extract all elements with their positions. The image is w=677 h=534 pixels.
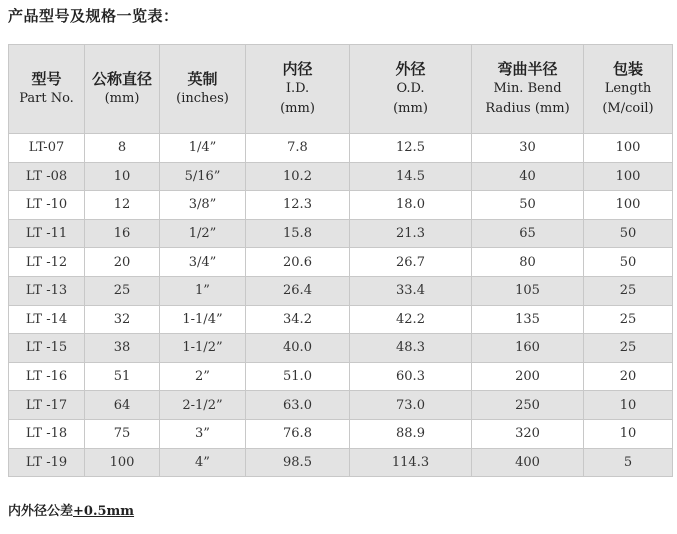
table-cell: 3” <box>160 419 246 448</box>
table-cell: 100 <box>584 191 673 220</box>
table-row <box>9 162 673 191</box>
table-row <box>9 362 673 391</box>
table-cell: 25 <box>85 276 160 305</box>
column-header <box>9 45 85 134</box>
table-cell: 20.6 <box>246 248 350 277</box>
table-cell: 76.8 <box>246 419 350 448</box>
column-header-zh: 弯曲半径 <box>497 60 558 78</box>
table-cell: 3/4” <box>160 248 246 277</box>
table-row <box>9 134 673 163</box>
table-cell: 400 <box>472 448 584 477</box>
table-cell: 60.3 <box>350 362 472 391</box>
table-cell: 51.0 <box>246 362 350 391</box>
column-header-zh: 包装 <box>612 60 643 78</box>
table-cell: 2-1/2” <box>160 391 246 420</box>
column-header-en: O.D. <box>396 81 425 96</box>
table-cell: 64 <box>85 391 160 420</box>
table-row <box>9 305 673 334</box>
table-cell: 8 <box>85 134 160 163</box>
table-cell: 135 <box>472 305 584 334</box>
table-cell: LT-07 <box>9 134 85 163</box>
column-header-en: (mm) <box>104 91 140 106</box>
table-cell: 10.2 <box>246 162 350 191</box>
table-cell: 98.5 <box>246 448 350 477</box>
table-cell: 26.7 <box>350 248 472 277</box>
table-cell: 34.2 <box>246 305 350 334</box>
column-header <box>160 45 246 134</box>
table-cell: 25 <box>584 334 673 363</box>
table-cell: 48.3 <box>350 334 472 363</box>
table-cell: 250 <box>472 391 584 420</box>
table-cell: LT -11 <box>9 219 85 248</box>
column-header <box>472 45 584 134</box>
column-header <box>246 45 350 134</box>
table-cell: 73.0 <box>350 391 472 420</box>
table-cell: 18.0 <box>350 191 472 220</box>
table-cell: 25 <box>584 276 673 305</box>
table-cell: 63.0 <box>246 391 350 420</box>
table-cell: 10 <box>584 391 673 420</box>
table-cell: 100 <box>584 162 673 191</box>
column-header-en: Radius (mm) <box>485 101 570 116</box>
column-header-zh: 外径 <box>395 60 426 78</box>
table-cell: 16 <box>85 219 160 248</box>
column-header <box>350 45 472 134</box>
column-header-en: (mm) <box>393 101 428 116</box>
table-cell: 20 <box>85 248 160 277</box>
table-cell: 50 <box>584 248 673 277</box>
table-row <box>9 448 673 477</box>
column-header-en: Length <box>604 81 652 96</box>
table-cell: 75 <box>85 419 160 448</box>
table-cell: 40.0 <box>246 334 350 363</box>
table-cell: 50 <box>584 219 673 248</box>
table-cell: 7.8 <box>246 134 350 163</box>
table-cell: 21.3 <box>350 219 472 248</box>
table-cell: 40 <box>472 162 584 191</box>
page-title: 产品型号及规格一览表： <box>8 7 179 25</box>
table-row <box>9 191 673 220</box>
column-header-zh: 内径 <box>282 60 313 78</box>
spec-table <box>8 44 673 477</box>
table-cell: 100 <box>85 448 160 477</box>
table-cell: 114.3 <box>350 448 472 477</box>
table-cell: 200 <box>472 362 584 391</box>
table-row <box>9 419 673 448</box>
table-cell: 5 <box>584 448 673 477</box>
column-header-en: (mm) <box>280 101 315 116</box>
table-cell: 12.5 <box>350 134 472 163</box>
table-cell: 320 <box>472 419 584 448</box>
table-body <box>9 134 673 477</box>
column-header-zh: 型号 <box>31 70 62 88</box>
table-cell: 32 <box>85 305 160 334</box>
column-header-en: (inches) <box>176 91 229 106</box>
table-cell: 105 <box>472 276 584 305</box>
table-cell: LT -14 <box>9 305 85 334</box>
tolerance-value: +0.5mm <box>73 504 135 519</box>
table-cell: 14.5 <box>350 162 472 191</box>
table-cell: 5/16” <box>160 162 246 191</box>
table-cell: 80 <box>472 248 584 277</box>
table-cell: 50 <box>472 191 584 220</box>
table-cell: 15.8 <box>246 219 350 248</box>
table-cell: LT -08 <box>9 162 85 191</box>
table-cell: 2” <box>160 362 246 391</box>
table-row <box>9 276 673 305</box>
column-header-en: I.D. <box>285 81 310 96</box>
column-header-en: Part No. <box>19 91 74 106</box>
table-cell: LT -12 <box>9 248 85 277</box>
table-cell: 88.9 <box>350 419 472 448</box>
table-cell: 160 <box>472 334 584 363</box>
tolerance-note <box>8 500 134 519</box>
column-header-en: Min. Bend <box>493 81 562 96</box>
table-row <box>9 391 673 420</box>
table-row <box>9 219 673 248</box>
table-cell: 1” <box>160 276 246 305</box>
column-header-zh: 英制 <box>187 70 218 88</box>
table-cell: LT -18 <box>9 419 85 448</box>
table-cell: LT -10 <box>9 191 85 220</box>
table-cell: 1/4” <box>160 134 246 163</box>
table-cell: 26.4 <box>246 276 350 305</box>
table-cell: 1-1/4” <box>160 305 246 334</box>
table-cell: 10 <box>85 162 160 191</box>
table-cell: 38 <box>85 334 160 363</box>
column-header <box>584 45 673 134</box>
table-cell: LT -16 <box>9 362 85 391</box>
table-row <box>9 334 673 363</box>
table-cell: 42.2 <box>350 305 472 334</box>
table-cell: 25 <box>584 305 673 334</box>
table-row <box>9 248 673 277</box>
table-cell: 4” <box>160 448 246 477</box>
column-header-en: (M/coil) <box>602 101 654 116</box>
table-cell: 1-1/2” <box>160 334 246 363</box>
column-header-zh: 公称直径 <box>91 70 152 88</box>
table-cell: 3/8” <box>160 191 246 220</box>
table-cell: 100 <box>584 134 673 163</box>
table-cell: LT -19 <box>9 448 85 477</box>
table-cell: 12.3 <box>246 191 350 220</box>
table-cell: 30 <box>472 134 584 163</box>
table-cell: 51 <box>85 362 160 391</box>
table-cell: LT -15 <box>9 334 85 363</box>
table-cell: 65 <box>472 219 584 248</box>
table-cell: LT -13 <box>9 276 85 305</box>
table-cell: 20 <box>584 362 673 391</box>
table-cell: 33.4 <box>350 276 472 305</box>
table-cell: 1/2” <box>160 219 246 248</box>
column-header <box>85 45 160 134</box>
table-cell: 12 <box>85 191 160 220</box>
table-cell: 10 <box>584 419 673 448</box>
tolerance-label: 内外径公差 <box>8 504 74 519</box>
table-header-row <box>9 45 673 134</box>
table-cell: LT -17 <box>9 391 85 420</box>
